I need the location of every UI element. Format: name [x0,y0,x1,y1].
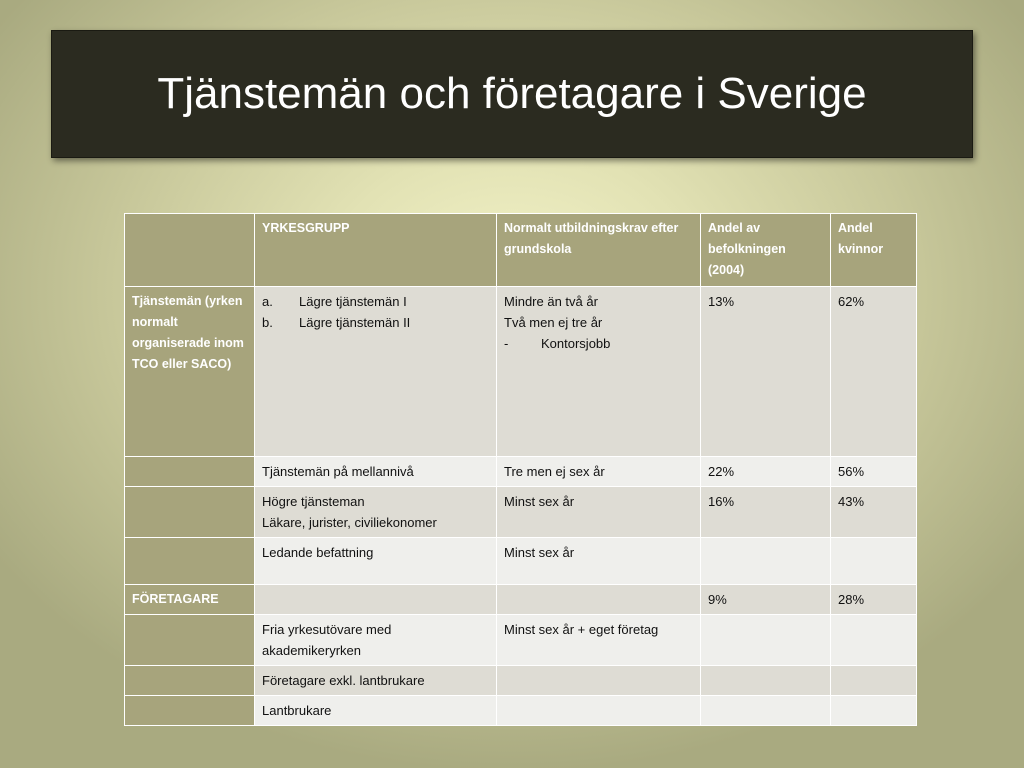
occupation-cell [255,487,497,538]
title-box [51,30,973,158]
share-women-cell: 43% [831,487,917,538]
share-population-cell: 16% [701,487,831,538]
education-cell: Minst sex år + eget företag [497,615,701,666]
education-cell: Minst sex år [497,487,701,538]
occupation-cell [255,585,497,615]
header-cell-share-population: Andel av befolkningen (2004) [701,214,831,287]
education-sub-item [504,333,693,354]
share-women-cell [831,615,917,666]
education-sub-text: Kontorsjobb [541,336,611,351]
group-cell [125,615,255,666]
table-row [125,696,917,726]
share-population-cell: 13% [701,287,831,457]
share-population-cell [701,538,831,585]
share-women-cell [831,666,917,696]
table-row [125,615,917,666]
table-row [125,585,917,615]
group-cell [125,487,255,538]
occupation-cell: Ledande befattning [255,538,497,585]
list-item [262,312,489,333]
education-cell [497,666,701,696]
dash-marker: - [504,336,509,351]
education-cell [497,287,701,457]
table-header-row [125,214,917,287]
education-cell [497,696,701,726]
occupation-cell: Tjänstemän på mellannivå [255,457,497,487]
group-cell: FÖRETAGARE [125,585,255,615]
education-cell [497,585,701,615]
education-line: Mindre än två år [504,294,598,309]
group-cell: Tjänstemän (yrken normalt organiserade inom TCO eller SACO) [125,287,255,457]
share-women-cell: 62% [831,287,917,457]
share-population-cell [701,666,831,696]
table-row [125,538,917,585]
table-row [125,457,917,487]
share-women-cell: 56% [831,457,917,487]
share-women-cell [831,538,917,585]
table-row [125,487,917,538]
share-population-cell [701,696,831,726]
list-marker: a. [262,294,273,309]
group-cell [125,666,255,696]
list-item [262,291,489,312]
education-cell: Tre men ej sex år [497,457,701,487]
table-row [125,287,917,457]
header-cell-group [125,214,255,287]
header-cell-education: Normalt utbildningskrav efter grundskola [497,214,701,287]
slide-title: Tjänstemän och företagare i Sverige [157,69,867,118]
list-text: Lägre tjänstemän II [299,315,411,330]
occupation-cell: Fria yrkesutövare med akademikeryrken [255,615,497,666]
share-population-cell [701,615,831,666]
education-cell: Minst sex år [497,538,701,585]
occupation-line: Högre tjänsteman [262,494,365,509]
occupation-cell: Företagare exkl. lantbrukare [255,666,497,696]
list-text: Lägre tjänstemän I [299,294,407,309]
occupation-cell: Lantbrukare [255,696,497,726]
table-row [125,666,917,696]
header-cell-share-women: Andel kvinnor [831,214,917,287]
occupation-line: Läkare, jurister, civiliekonomer [262,515,437,530]
list-marker: b. [262,315,273,330]
share-population-cell: 9% [701,585,831,615]
group-cell [125,538,255,585]
group-cell [125,696,255,726]
occupation-table [124,213,917,726]
header-cell-yrkesgrupp: YRKESGRUPP [255,214,497,287]
share-women-cell [831,696,917,726]
share-women-cell: 28% [831,585,917,615]
group-cell [125,457,255,487]
occupation-cell [255,287,497,457]
share-population-cell: 22% [701,457,831,487]
education-line: Två men ej tre år [504,315,603,330]
